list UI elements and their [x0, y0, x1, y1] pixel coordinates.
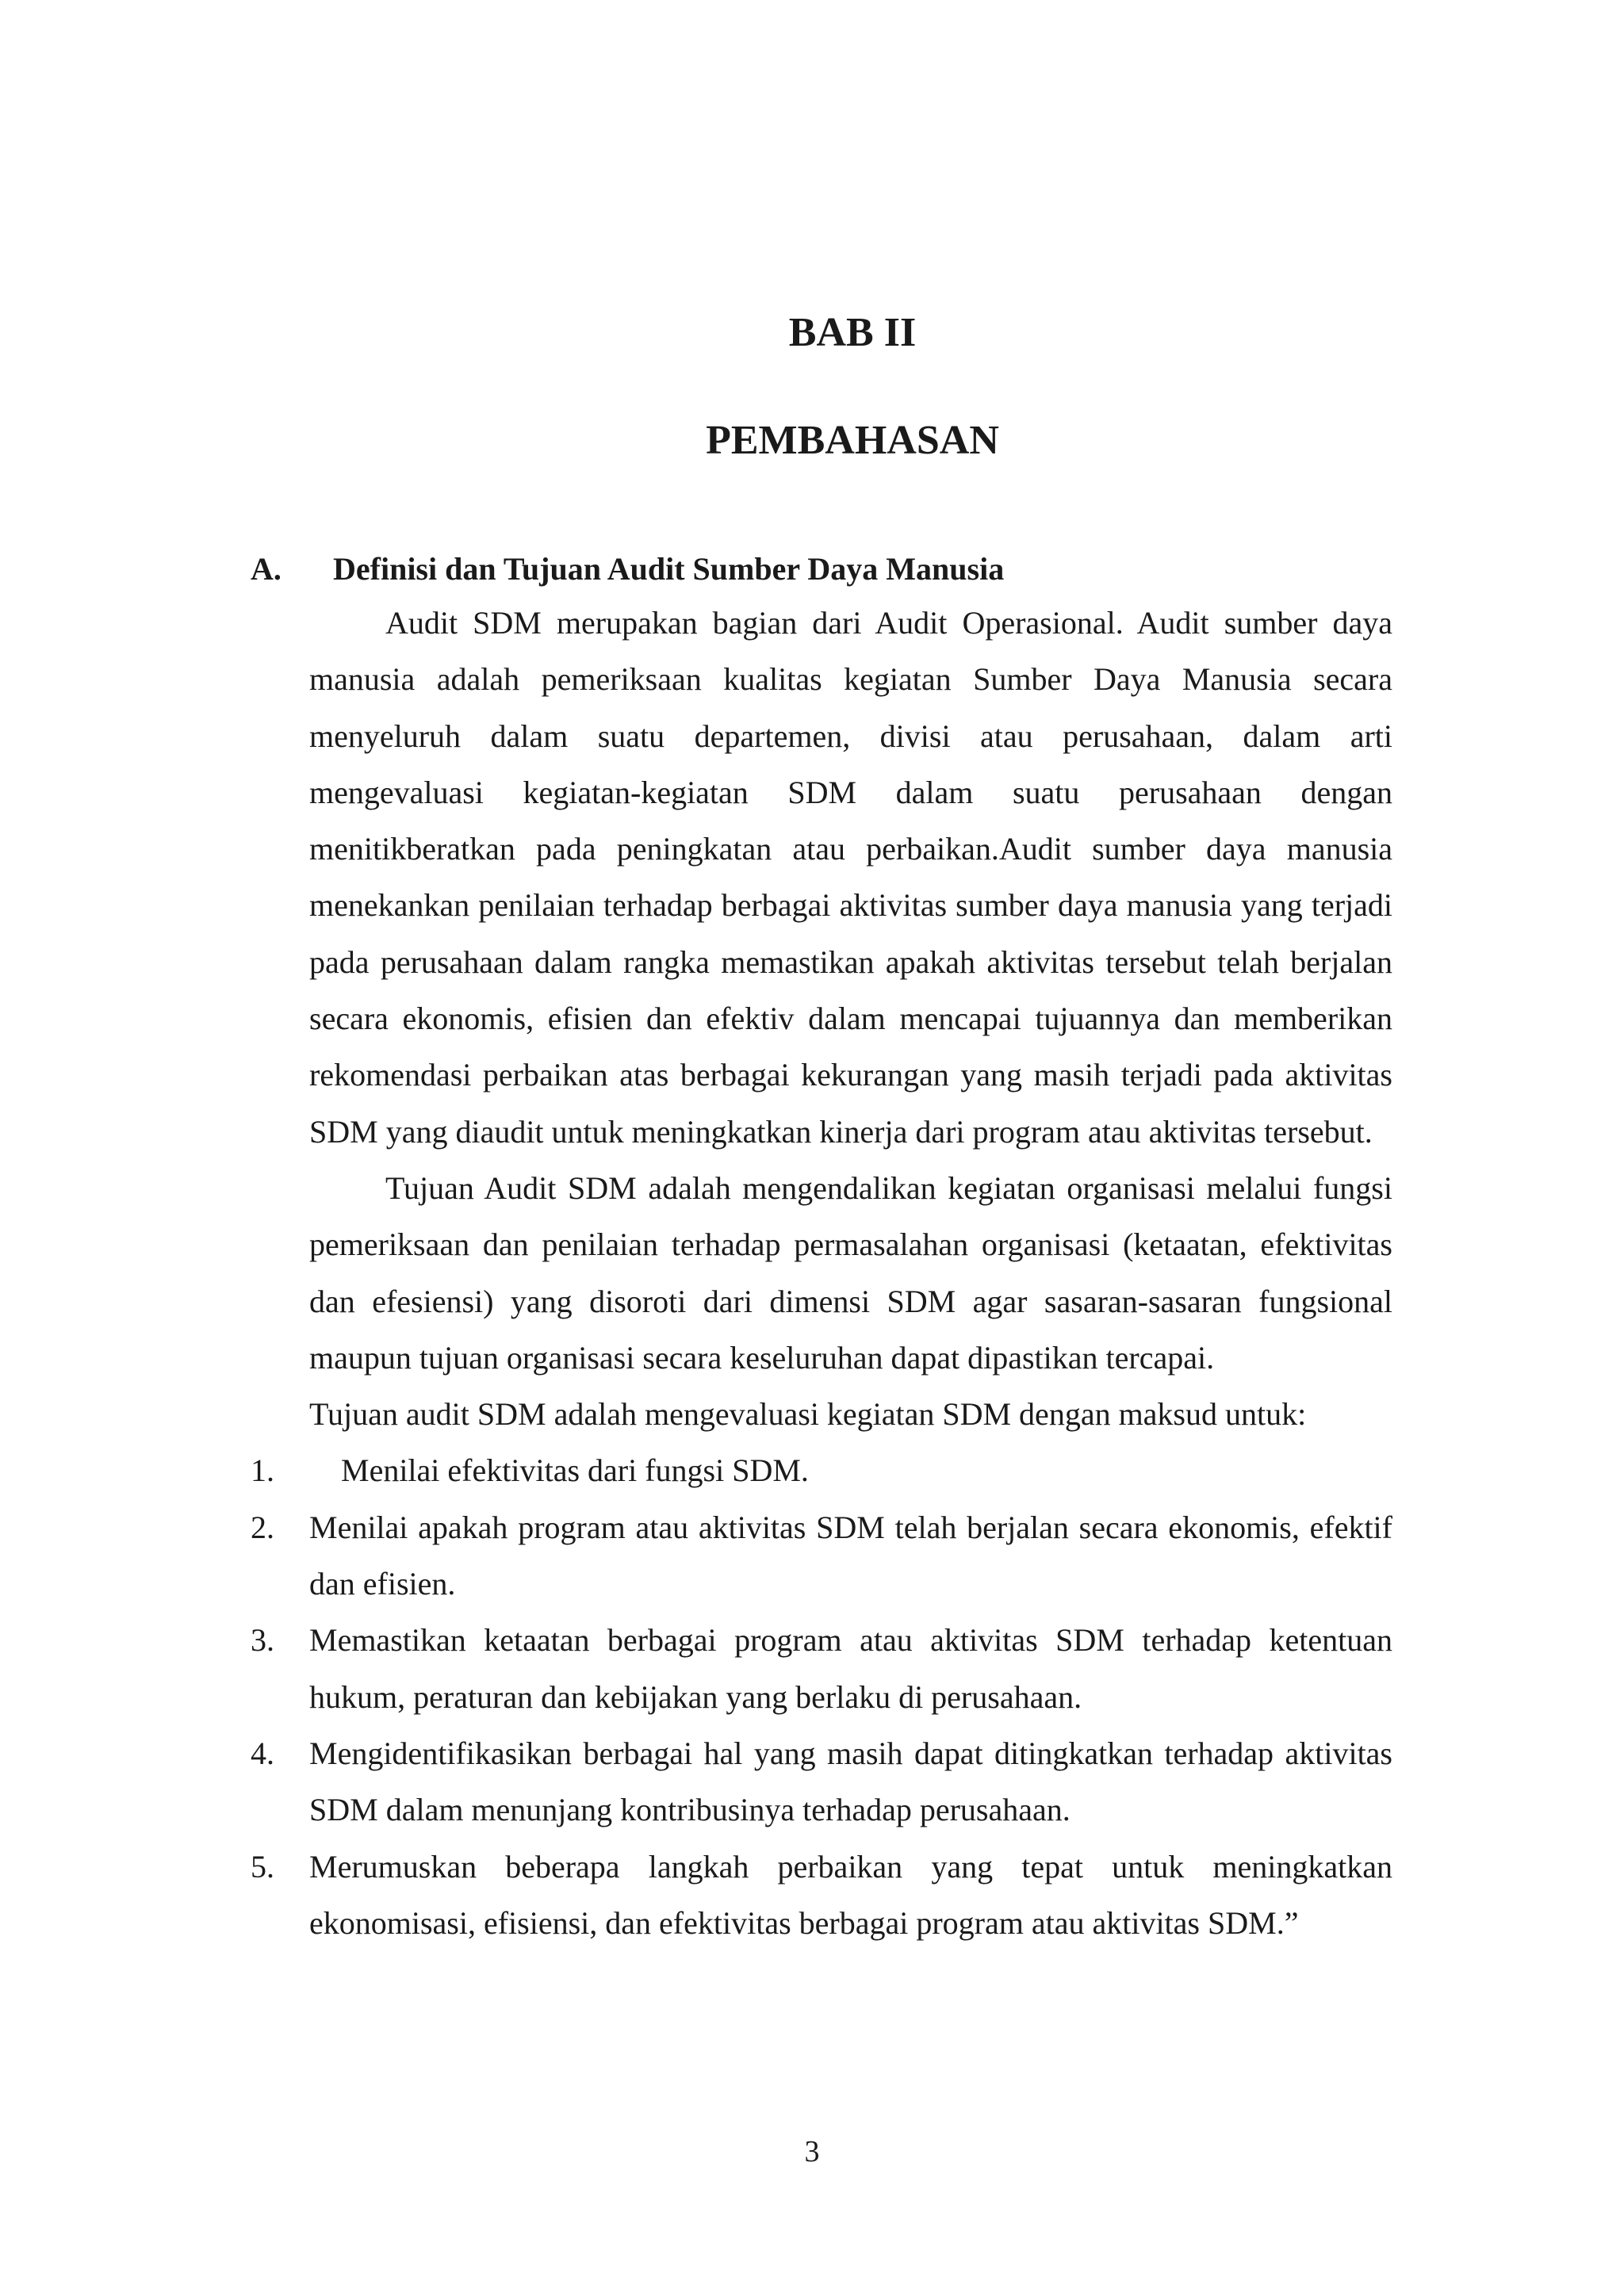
list-item-number: 2.: [251, 1509, 274, 1545]
section-letter: A.: [251, 551, 282, 587]
section-heading: [251, 545, 1004, 593]
list-item-text: Mengidentifikasikan berbagai hal yang masih dapat ditingkatkan terhadap aktivitas SDM dalam menunjang kontribusinya terhadap perusahaan.: [309, 1735, 1392, 1828]
paragraph-purpose: Tujuan Audit SDM adalah mengendalikan kegiatan organisasi melalui fungsi pemeriksaan dan penilaian terhadap permasalahan organisasi (ketaatan, efektivitas dan efesiensi) yang disoroti dari dimensi SDM agar sasaran-sasaran fungsional maupun tujuan organisasi secara keseluruhan dapat dipastikan tercapai.: [309, 1169, 1392, 1376]
chapter-title: PEMBAHASAN: [706, 418, 999, 463]
chapter-number: BAB II: [788, 310, 917, 355]
objectives-list: [251, 1442, 1392, 1951]
list-item-text: Menilai efektivitas dari fungsi SDM.: [341, 1452, 809, 1489]
list-item-number: 1.: [251, 1452, 274, 1489]
body-text: [251, 595, 1392, 1951]
list-item: [251, 1725, 1392, 1839]
list-item-text: Menilai apakah program atau aktivitas SDM telah berjalan secara ekonomis, efektif dan efisien.: [309, 1509, 1392, 1602]
list-item: [251, 1499, 1392, 1613]
section-title: Definisi dan Tujuan Audit Sumber Daya Manusia: [333, 551, 1005, 587]
list-item-number: 3.: [251, 1622, 274, 1659]
list-intro: Tujuan audit SDM adalah mengevaluasi kegiatan SDM dengan maksud untuk:: [309, 1396, 1307, 1433]
list-item: [251, 1612, 1392, 1725]
paragraph-definition: Audit SDM merupakan bagian dari Audit Operasional. Audit sumber daya manusia adalah pemeriksaan kualitas kegiatan Sumber Daya Manusia secara menyeluruh dalam suatu departemen, divisi atau perusahaan, dalam arti mengevaluasi kegiatan-kegiatan SDM dalam suatu perusahaan dengan menitikberatkan pada peningkatan atau perbaikan.Audit sumber daya manusia menekankan penilaian terhadap berbagai aktivitas sumber daya manusia yang terjadi pada perusahaan dalam rangka memastikan apakah aktivitas tersebut telah berjalan secara ekonomis, efisien dan efektiv dalam mencapai tujuannya dan memberikan rekomendasi perbaikan atas berbagai kekurangan yang masih terjadi pada aktivitas SDM yang diaudit untuk meningkatkan kinerja dari program atau aktivitas tersebut.: [309, 605, 1392, 1150]
page-number: 3: [804, 2135, 820, 2168]
list-item-number: 5.: [251, 1848, 274, 1885]
list-item-text: Merumuskan beberapa langkah perbaikan yang tepat untuk meningkatkan ekonomisasi, efisiensi, dan efektivitas berbagai program atau aktivitas SDM.”: [309, 1848, 1392, 1941]
list-item-number: 4.: [251, 1735, 274, 1771]
list-item: [251, 1839, 1392, 1952]
list-item: [251, 1442, 1392, 1498]
list-item-text: Memastikan ketaatan berbagai program atau aktivitas SDM terhadap ketentuan hukum, peraturan dan kebijakan yang berlaku di perusahaan.: [309, 1622, 1392, 1715]
